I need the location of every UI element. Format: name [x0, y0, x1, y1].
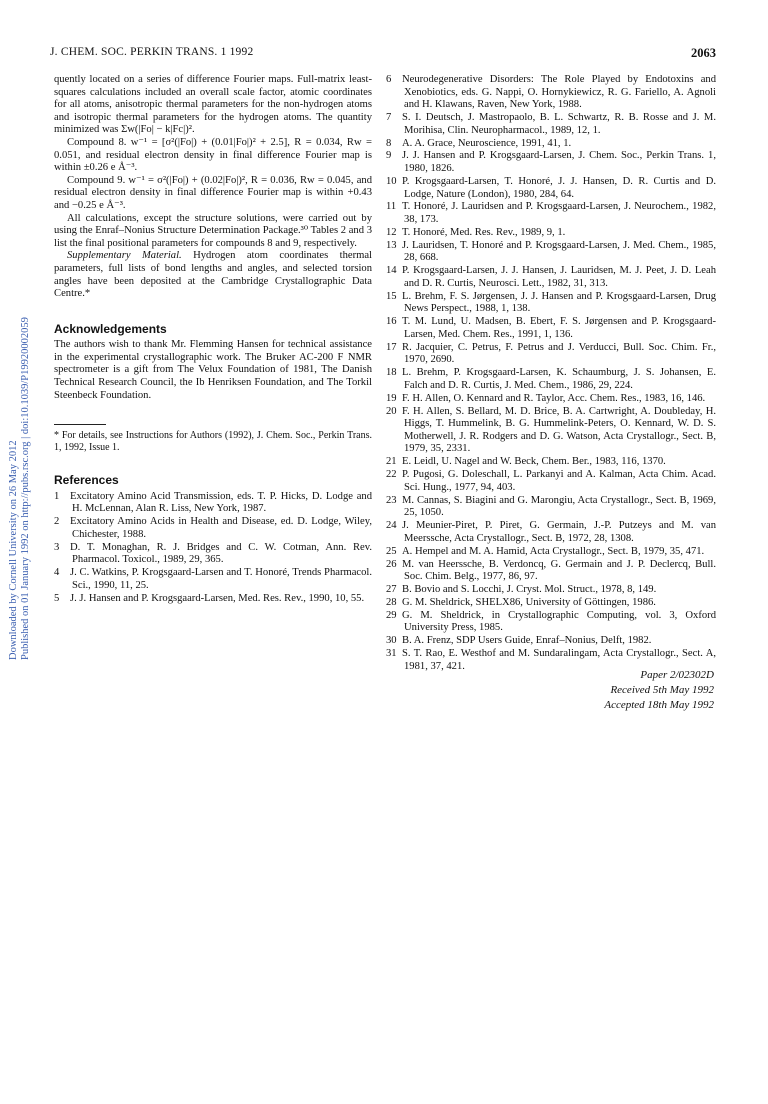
journal-title: J. CHEM. SOC. PERKIN TRANS. 1 1992 — [50, 46, 254, 58]
reference-item — [54, 491, 372, 516]
reference-number: 15 — [386, 290, 397, 302]
reference-text: P. Krogsgaard-Larsen, T. Honoré, J. J. Hansen, D. R. Curtis and D. Lodge, Nature (London), 1980, 284, 64. — [402, 175, 716, 200]
running-head — [50, 46, 716, 62]
reference-text: D. T. Monaghan, R. J. Bridges and C. W. Cotman, Ann. Rev. Pharmacol. Toxicol., 1989, 29, 365. — [70, 541, 372, 566]
references-list-right — [386, 74, 716, 673]
reference-item — [386, 559, 716, 584]
reference-number: 23 — [386, 494, 397, 506]
reference-item — [386, 316, 716, 341]
reference-text: T. Honoré, J. Lauridsen and P. Krogsgaard-Larsen, J. Neurochem., 1982, 38, 173. — [402, 201, 716, 226]
body-paragraph: quently located on a series of difference Fourier maps. Full-matrix least-squares calculations included an overall scale factor, atomic coordinates for all atoms, anisotropic thermal parameters for the non-hydrogen atoms and isotropic thermal parameters for the hydrogen atoms. The quantity minimized was Σw(|Fo| − k|Fc|)². — [54, 74, 372, 136]
reference-number: 31 — [386, 648, 397, 660]
reference-number: 17 — [386, 341, 397, 353]
reference-item — [386, 227, 716, 240]
supplementary-body: Hydrogen atom coordinates thermal parameters, full lists of bond lengths and angles, and selected torsion angles have been deposited at the Cambridge Crystallographic Data Centre.* — [54, 250, 372, 300]
reference-text: F. H. Allen, O. Kennard and R. Taylor, Acc. Chem. Res., 1983, 16, 146. — [402, 392, 706, 404]
reference-item — [386, 240, 716, 265]
reference-text: S. T. Rao, E. Westhof and M. Sundaralingam, Acta Crystallogr., Sect. A, 1981, 37, 421. — [402, 648, 716, 672]
reference-text: J. J. Hansen and P. Krogsgaard-Larsen, J. Chem. Soc., Perkin Trans. 1, 1980, 1826. — [402, 150, 716, 175]
footnote: * For details, see Instructions for Authors (1992), J. Chem. Soc., Perkin Trans. 1, 1992, Issue 1. — [54, 430, 372, 454]
reference-text: P. Pugosi, G. Doleschall, L. Parkanyi and A. Kalman, Acta Chim. Acad. Sci. Hung., 1977, 94, 403. — [402, 469, 716, 493]
reference-item — [386, 176, 716, 201]
page-number: 2063 — [691, 46, 716, 60]
reference-text: E. Leidl, U. Nagel and W. Beck, Chem. Ber., 1983, 116, 1370. — [402, 456, 666, 468]
reference-item — [386, 367, 716, 392]
reference-number: 25 — [386, 545, 397, 557]
reference-text: Neurodegenerative Disorders: The Role Played by Endotoxins and Xenobiotics, eds. G. Nappi, O. Hornykiewicz, R. G. Fariello, A. Agnoli and H. Klawans, Raven, New York, 1988. — [402, 74, 716, 111]
reference-number: 19 — [386, 392, 397, 404]
reference-item — [386, 406, 716, 456]
reference-number: 11 — [386, 201, 397, 213]
received-date: Received 5th May 1992 — [610, 684, 714, 696]
reference-item — [54, 542, 372, 567]
paper-dates — [604, 668, 714, 713]
reference-number: 3 — [54, 541, 60, 553]
references-list-left — [54, 491, 372, 606]
reference-item — [386, 520, 716, 545]
acknowledgements-body: The authors wish to thank Mr. Flemming Hansen for technical assistance in the experimental crystallographic work. The Bruker AC-200 F NMR spectrometer is a gift from The Velux Foundation of 1981, The Danish Technical Research Council, the Ib Henriksen Foundation, and The Torkil Steenbeck Foundation. — [54, 339, 372, 401]
reference-number: 18 — [386, 367, 397, 379]
supplementary-paragraph — [54, 250, 372, 300]
reference-text: T. Honoré, Med. Res. Rev., 1989, 9, 1. — [402, 226, 566, 238]
reference-item — [54, 516, 372, 541]
reference-number: 27 — [386, 583, 397, 595]
reference-number: 30 — [386, 635, 397, 647]
reference-item — [386, 495, 716, 520]
reference-number: 1 — [54, 490, 60, 502]
reference-text: B. Bovio and S. Locchi, J. Cryst. Mol. Struct., 1978, 8, 149. — [402, 583, 657, 595]
reference-item — [386, 138, 716, 151]
right-column — [386, 74, 716, 674]
reference-text: Excitatory Amino Acids in Health and Disease, ed. D. Lodge, Wiley, Chichester, 1988. — [70, 516, 372, 540]
reference-number: 29 — [386, 609, 397, 621]
reference-text: T. M. Lund, U. Madsen, B. Ebert, F. S. Jørgensen and P. Krogsgaard-Larsen, Med. Chem. Res., 1991, 1, 136. — [402, 316, 716, 340]
reference-number: 6 — [386, 74, 392, 85]
reference-text: J. Lauridsen, T. Honoré and P. Krogsgaard-Larsen, J. Med. Chem., 1985, 28, 668. — [402, 239, 716, 264]
reference-item — [386, 584, 716, 597]
reference-text: M. van Heerssche, B. Verdoncq, G. Germain and J. P. Declercq, Bull. Soc. Chim. Belg., 1977, 86, 97. — [402, 558, 716, 583]
reference-number: 28 — [386, 596, 397, 608]
reference-text: F. H. Allen, S. Bellard, M. D. Brice, B. A. Cartwright, A. Doubleday, H. Higgs, T. Hummelink, B. G. Hummelink-Peters, O. Kennard, W. D. S. Motherwell, J. R. Rodgers and D. G. Watson, Acta Crystallogr., Sect. B, 1979, 35, 2331. — [402, 405, 716, 455]
supplementary-title: Supplementary Material. — [67, 250, 182, 262]
reference-item — [386, 265, 716, 290]
reference-text: A. A. Grace, Neuroscience, 1991, 41, 1. — [402, 137, 572, 149]
reference-item — [386, 201, 716, 226]
reference-text: Excitatory Amino Acid Transmission, eds. T. P. Hicks, D. Lodge and H. McLennan, Alan R. Liss, New York, 1987. — [70, 490, 372, 515]
reference-item — [386, 342, 716, 367]
reference-item — [386, 150, 716, 175]
reference-item — [386, 610, 716, 635]
accepted-date: Accepted 18th May 1992 — [604, 699, 714, 711]
reference-item — [386, 456, 716, 469]
reference-number: 24 — [386, 520, 397, 532]
reference-number: 4 — [54, 567, 60, 579]
reference-item — [386, 469, 716, 494]
reference-item — [386, 546, 716, 559]
reference-text: G. M. Sheldrick, in Crystallographic Computing, vol. 3, Oxford University Press, 1985. — [402, 609, 716, 634]
footnote-rule — [54, 424, 106, 425]
reference-text: G. M. Sheldrick, SHELX86, University of Göttingen, 1986. — [402, 596, 656, 608]
reference-text: J. Meunier-Piret, P. Piret, G. Germain, J.-P. Putzeys and M. van Meerssche, Acta Crystallogr., Sect. B, 1972, 28, 1308. — [402, 520, 716, 544]
reference-number: 21 — [386, 456, 397, 468]
reference-text: R. Jacquier, C. Petrus, F. Petrus and J. Verducci, Bull. Soc. Chim. Fr., 1970, 2690. — [402, 341, 716, 366]
reference-item — [386, 112, 716, 137]
references-heading: References — [54, 473, 119, 488]
reference-item — [386, 393, 716, 406]
compound-9-paragraph: Compound 9. w⁻¹ = σ²(|Fo|) + (0.02|Fo|)², R = 0.036, Rw = 0.045, and residual electron density in final difference Fourier map is within +0.43 and −0.25 e Å⁻³. — [54, 174, 372, 211]
reference-item — [386, 635, 716, 648]
reference-number: 7 — [386, 112, 392, 124]
reference-number: 14 — [386, 265, 397, 277]
reference-number: 10 — [386, 175, 397, 187]
reference-text: A. Hempel and M. A. Hamid, Acta Crystallogr., Sect. B, 1979, 35, 471. — [402, 545, 705, 557]
reference-number: 13 — [386, 239, 397, 251]
reference-item — [54, 567, 372, 592]
reference-text: P. Krogsgaard-Larsen, J. J. Hansen, J. Lauridsen, M. J. Peet, J. D. Leah and D. R. Curtis, Neurosci. Lett., 1982, 31, 313. — [402, 265, 716, 289]
reference-item — [54, 593, 372, 606]
reference-text: B. A. Frenz, SDP Users Guide, Enraf–Nonius, Delft, 1982. — [402, 635, 652, 647]
left-column — [54, 74, 372, 606]
paper-id: Paper 2/02302D — [640, 669, 714, 681]
reference-number: 9 — [386, 150, 392, 162]
reference-text: S. I. Deutsch, J. Mastropaolo, B. L. Schwartz, R. B. Rosse and J. M. Morihisa, Clin. Neuropharmacol., 1989, 12, 1. — [402, 112, 716, 136]
reference-number: 20 — [386, 405, 397, 417]
reference-text: L. Brehm, F. S. Jørgensen, J. J. Hansen and P. Krogsgaard-Larsen, Drug News Perspect., 1988, 1, 138. — [402, 290, 716, 315]
reference-item — [386, 74, 716, 112]
reference-text: J. C. Watkins, P. Krogsgaard-Larsen and T. Honoré, Trends Pharmacol. Sci., 1990, 11, 25. — [70, 567, 372, 591]
calculations-paragraph: All calculations, except the structure solutions, were carried out by using the Enraf–Nonius Structure Determination Package.³⁰ Tables 2 and 3 list the final positional parameters for compounds 8 and 9, respectively. — [54, 212, 372, 249]
watermark-line-1[interactable]: Downloaded by Cornell University on 26 May 2012 — [8, 440, 19, 660]
reference-text: M. Cannas, S. Biagini and G. Marongiu, Acta Crystallogr., Sect. B, 1969, 25, 1050. — [402, 494, 716, 519]
reference-number: 22 — [386, 469, 397, 481]
reference-item — [386, 597, 716, 610]
compound-8-paragraph: Compound 8. w⁻¹ = [σ²(|Fo|) + (0.01|Fo|)² + 2.5], R = 0.034, Rw = 0.051, and residual electron density in final difference Fourier map is within ±0.26 e Å⁻³. — [54, 136, 372, 174]
watermark-line-2[interactable]: Published on 01 January 1992 on http://pubs.rsc.org | doi:10.1039/P19920002059 — [20, 317, 31, 660]
download-watermark — [0, 260, 34, 660]
reference-text: L. Brehm, P. Krogsgaard-Larsen, K. Schaumburg, J. S. Johansen, E. Falch and D. R. Curtis, J. Med. Chem., 1986, 29, 224. — [402, 367, 716, 391]
reference-number: 5 — [54, 592, 60, 604]
reference-number: 8 — [386, 137, 392, 149]
reference-text: J. J. Hansen and P. Krogsgaard-Larsen, Med. Res. Rev., 1990, 10, 55. — [70, 592, 365, 604]
reference-number: 26 — [386, 558, 397, 570]
acknowledgements-heading: Acknowledgements — [54, 321, 167, 336]
reference-number: 2 — [54, 516, 60, 528]
reference-number: 12 — [386, 226, 397, 238]
reference-number: 16 — [386, 316, 397, 328]
reference-item — [386, 291, 716, 316]
